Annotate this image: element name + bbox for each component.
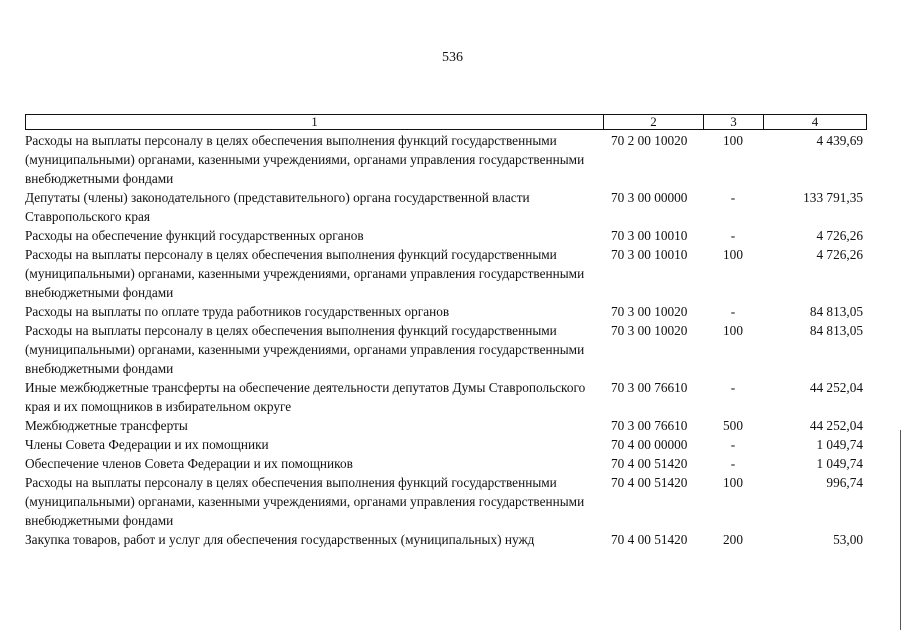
row-code: 70 3 00 10010 bbox=[611, 228, 688, 243]
row-sum: 84 813,05 bbox=[809, 304, 863, 319]
row-code: 70 2 00 10020 bbox=[611, 133, 688, 148]
row-name: Расходы на выплаты персоналу в целях обеспечения выполнения функций государственными (муниципальными) органами, казенными учреждениями, органами управления государственными внебюджетными фондами bbox=[25, 475, 585, 528]
row-code: 70 4 00 51420 bbox=[611, 532, 688, 547]
row-name: Расходы на выплаты по оплате труда работников государственных органов bbox=[25, 304, 450, 319]
table-row bbox=[25, 416, 867, 435]
row-sum: 4 726,26 bbox=[816, 247, 863, 262]
row-name: Депутаты (члены) законодательного (представительного) органа государственной власти Ставропольского края bbox=[25, 190, 530, 224]
row-code: 70 3 00 00000 bbox=[611, 190, 688, 205]
row-sum: 133 791,35 bbox=[803, 190, 863, 205]
row-code: 70 4 00 51420 bbox=[611, 456, 688, 471]
row-type: - bbox=[730, 380, 736, 395]
row-name: Расходы на обеспечение функций государственных органов bbox=[25, 228, 364, 243]
table-row bbox=[25, 454, 867, 473]
row-type: - bbox=[730, 437, 736, 452]
row-name: Члены Совета Федерации и их помощники bbox=[25, 437, 269, 452]
table-row bbox=[25, 473, 867, 530]
row-name: Закупка товаров, работ и услуг для обеспечения государственных (муниципальных) нужд bbox=[25, 532, 535, 547]
row-sum: 1 049,74 bbox=[816, 437, 863, 452]
table-row bbox=[25, 302, 867, 321]
table-row bbox=[25, 226, 867, 245]
row-name: Расходы на выплаты персоналу в целях обеспечения выполнения функций государственными (муниципальными) органами, казенными учреждениями, органами управления государственными внебюджетными фондами bbox=[25, 323, 585, 376]
row-sum: 4 726,26 bbox=[816, 228, 863, 243]
row-type: - bbox=[730, 456, 736, 471]
row-type: - bbox=[730, 304, 736, 319]
header-col-3: 3 bbox=[704, 115, 764, 129]
row-sum: 44 252,04 bbox=[809, 380, 863, 395]
row-type: 200 bbox=[723, 532, 743, 547]
row-name: Обеспечение членов Совета Федерации и их помощников bbox=[25, 456, 353, 471]
table-row bbox=[25, 188, 867, 226]
row-sum: 84 813,05 bbox=[809, 323, 863, 338]
row-name: Расходы на выплаты персоналу в целях обеспечения выполнения функций государственными (муниципальными) органами, казенными учреждениями, органами управления государственными внебюджетными фондами bbox=[25, 133, 585, 186]
row-type: 500 bbox=[723, 418, 743, 433]
row-sum: 1 049,74 bbox=[816, 456, 863, 471]
row-code: 70 3 00 10010 bbox=[611, 247, 688, 262]
table-header bbox=[25, 114, 867, 130]
header-col-4: 4 bbox=[811, 114, 819, 129]
table-row bbox=[25, 245, 867, 302]
row-code: 70 3 00 76610 bbox=[611, 418, 688, 433]
table-row bbox=[25, 131, 867, 188]
row-sum: 4 439,69 bbox=[816, 133, 863, 148]
row-name: Расходы на выплаты персоналу в целях обеспечения выполнения функций государственными (муниципальными) органами, казенными учреждениями, органами управления государственными внебюджетными фондами bbox=[25, 247, 585, 300]
table-row bbox=[25, 435, 867, 454]
header-col-2: 2 bbox=[604, 115, 704, 129]
table-body bbox=[25, 131, 867, 549]
row-code: 70 3 00 10020 bbox=[611, 304, 688, 319]
row-type: - bbox=[730, 190, 736, 205]
row-sum: 53,00 bbox=[833, 532, 863, 547]
row-type: 100 bbox=[723, 133, 743, 148]
page-number: 536 bbox=[442, 50, 463, 65]
row-name: Иные межбюджетные трансферты на обеспечение деятельности депутатов Думы Ставропольского края и их помощников в избирательном округе bbox=[25, 380, 586, 414]
row-code: 70 3 00 10020 bbox=[611, 323, 688, 338]
row-type: 100 bbox=[723, 323, 743, 338]
row-name: Межбюджетные трансферты bbox=[25, 418, 188, 433]
row-code: 70 3 00 76610 bbox=[611, 380, 688, 395]
row-type: 100 bbox=[723, 475, 743, 490]
row-code: 70 4 00 00000 bbox=[611, 437, 688, 452]
row-type: - bbox=[730, 228, 736, 243]
row-type: 100 bbox=[723, 247, 743, 262]
row-sum: 996,74 bbox=[826, 475, 863, 490]
scan-edge-line bbox=[900, 430, 901, 630]
table-row bbox=[25, 321, 867, 378]
table-row bbox=[25, 530, 867, 549]
row-code: 70 4 00 51420 bbox=[611, 475, 688, 490]
row-sum: 44 252,04 bbox=[809, 418, 863, 433]
header-col-1: 1 bbox=[26, 115, 604, 129]
table-row bbox=[25, 378, 867, 416]
